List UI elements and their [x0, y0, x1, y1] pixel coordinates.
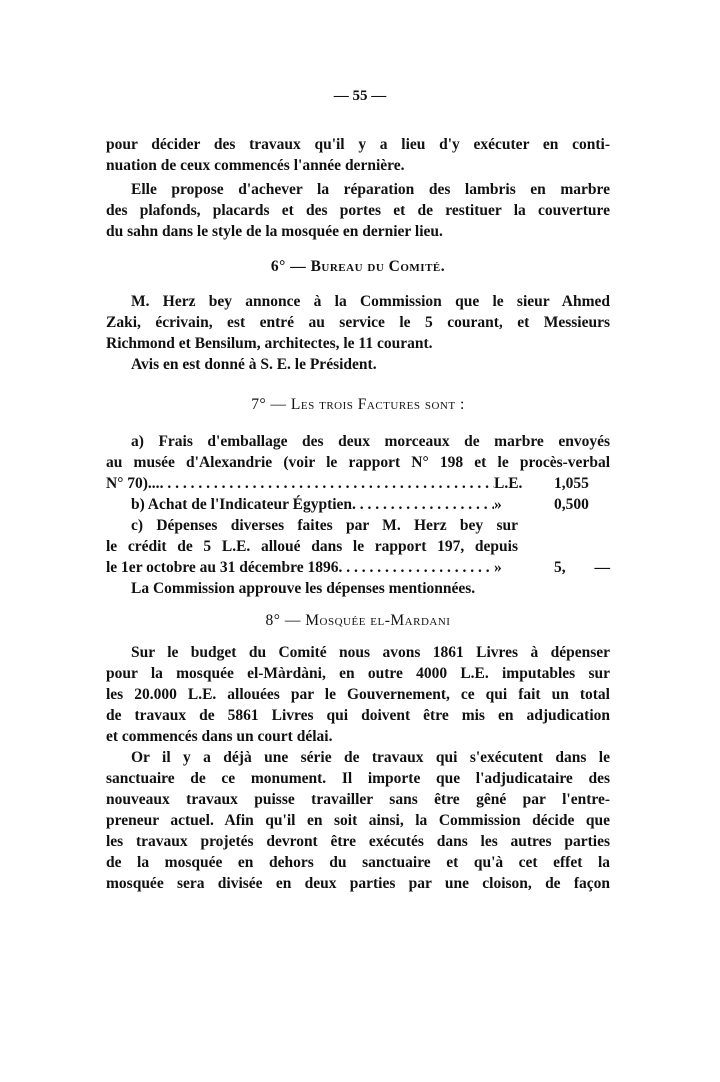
text-line: M. Herz bey annonce à la Commission que le sieur Ahmed [131, 293, 610, 310]
invoice-currency: » [494, 496, 502, 513]
text-line: le crédit de 5 L.E. alloué dans le rapport 197, depuis [106, 538, 518, 555]
text-line: Sur le budget du Comité nous avons 1861 Livres à dépenser [131, 644, 610, 661]
text-line: les 20.000 L.E. allouées par le Gouvernement, ce qui fait un total [106, 686, 610, 703]
section-heading: 8° — Mosquée el-Mardani [265, 612, 451, 629]
page-number: — 55 — [333, 88, 387, 104]
text-line: des plafonds, placards et des portes et de restituer la couverture [106, 202, 610, 219]
text-line: Richmond et Bensilum, architectes, le 11 courant. [106, 335, 433, 352]
section-heading: 6° — Bureau du Comité. [270, 258, 446, 275]
text-line: de travaux de 5861 Livres qui doivent être mis en adjudication [106, 707, 610, 724]
invoice-row-b [131, 496, 610, 514]
invoice-currency: » [494, 559, 502, 576]
text-line: mosquée sera divisée en deux parties par une cloison, de façon [106, 875, 610, 892]
invoice-label: le 1er octobre au 31 décembre 1896 [106, 559, 339, 576]
text-line: les travaux projetés devront être exécutés dans les autres parties [106, 833, 610, 850]
invoice-label: b) Achat de l'Indicateur Égyptien [131, 496, 353, 513]
invoice-amount: 0,500 [554, 496, 589, 513]
invoice-row-c [106, 559, 610, 577]
text-line: Avis en est donné à S. E. le Président. [131, 356, 377, 373]
text-line: de la mosquée en dehors du sanctuaire et qu'à cet effet la [106, 854, 610, 871]
text-line: Or il y a déjà une série de travaux qui s'exécutent dans le [131, 749, 610, 766]
text-line: Zaki, écrivain, est entré au service le 5 courant, et Messieurs [106, 314, 610, 331]
text-line: sanctuaire de ce monument. Il importe que l'adjudicataire des [106, 770, 610, 787]
text-line: du sahn dans le style de la mosquée en dernier lieu. [106, 223, 443, 240]
invoice-amount: 1,055 [554, 475, 589, 492]
text-line: a) Frais d'emballage des deux morceaux de marbre envoyés [131, 433, 610, 450]
text-line: nuation de ceux commencés l'année dernière. [106, 157, 405, 174]
text-line: pour la mosquée el-Màrdàni, en outre 4000 L.E. imputables sur [106, 665, 610, 682]
text-line: La Commission approuve les dépenses mentionnées. [131, 580, 476, 597]
text-line: au musée d'Alexandrie (voir le rapport N° 198 et le procès-verbal [106, 454, 610, 471]
text-line: preneur actuel. Afin qu'il en soit ainsi, la Commission décide que [106, 812, 610, 829]
section-heading: 7° — Les trois Factures sont : [251, 396, 465, 413]
invoice-label: N° 70)... [106, 475, 160, 492]
invoice-currency: L.E. [494, 475, 523, 492]
invoice-row-a [106, 475, 610, 493]
text-line: Elle propose d'achever la réparation des lambris en marbre [131, 181, 610, 198]
text-line: pour décider des travaux qu'il y a lieu d'y exécuter en conti- [106, 136, 610, 153]
text-line: nouveaux travaux puisse travailler sans être gêné par l'entre- [106, 791, 610, 808]
text-line: et commencés dans un court délai. [106, 728, 333, 745]
invoice-amount: 5, — [554, 559, 610, 576]
text-line: c) Dépenses diverses faites par M. Herz bey sur [131, 517, 518, 534]
